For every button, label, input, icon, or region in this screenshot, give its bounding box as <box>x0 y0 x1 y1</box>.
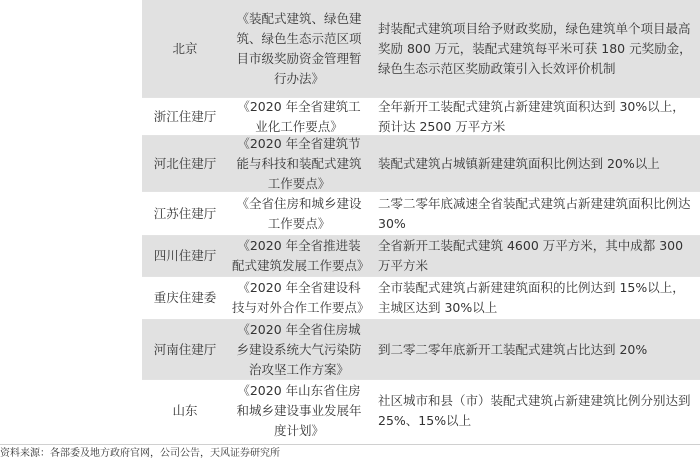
table-row <box>142 0 700 98</box>
content-cell: 全省新开工装配式建筑 4600 万平方米，其中成都 300 万平方米 <box>378 238 684 273</box>
content-cell: 封装配式建筑项目给予财政奖励，绿色建筑单个项目最高奖励 800 万元，装配式建筑每平米可获 180 元奖励金，绿色生态示范区奖励政策引入长效评价机制 <box>378 20 692 76</box>
content-cell: 到二零二零年底新开工装配式建筑占比达到 20% <box>378 341 648 357</box>
policy-cell: 《装配式建筑、绿色建筑、绿色生态示范区项目市级奖励资金管理暂行办法》 <box>236 10 362 86</box>
content-cell: 全年新开工装配式建筑占新建建筑面积达到 30%以上，预计达 2500 万平方米 <box>378 98 685 134</box>
content-cell: 全市装配式建筑占新建建筑面积的比例达到 15%以上，主城区达到 30%以上 <box>378 280 685 315</box>
region-cell: 四川住建厅 <box>153 248 217 263</box>
table-row <box>142 277 700 320</box>
region-cell: 重庆住建委 <box>153 290 217 305</box>
table-row <box>142 192 700 236</box>
policy-cell: 《2020 年全省推进装配式建筑发展工作要点》 <box>232 238 370 273</box>
policy-cell: 《全省住房和城乡建设工作要点》 <box>236 195 362 231</box>
region-cell: 河北住建厅 <box>153 155 217 171</box>
table-row <box>142 98 700 136</box>
policy-table <box>142 0 700 442</box>
region-cell: 江苏住建厅 <box>153 205 217 221</box>
region-cell: 浙江住建厅 <box>153 108 217 124</box>
policy-cell: 《2020 年全省建设科技与对外合作工作要点》 <box>232 280 370 315</box>
region-cell: 山东 <box>172 403 198 418</box>
table-row <box>142 236 700 277</box>
table-row <box>142 136 700 192</box>
source-note: 资料来源：各部委及地方政府官网，公司公告，天风证券研究所 <box>0 444 700 463</box>
region-cell: 北京 <box>172 40 198 56</box>
content-cell: 装配式建筑占城镇新建建筑面积比例达到 20%以上 <box>378 155 660 171</box>
table-row <box>142 320 700 380</box>
policy-cell: 《2020 年全省建筑工业化工作要点》 <box>237 98 361 134</box>
policy-cell: 《2020 年全省建筑节能与科技和装配式建筑工作要点》 <box>236 135 362 191</box>
region-cell: 河南住建厅 <box>153 341 217 357</box>
policy-cell: 《2020 年山东省住房和城乡建设事业发展年度计划》 <box>236 383 362 438</box>
policy-cell: 《2020 年全省住房城乡建设系统大气污染防治攻坚工作方案》 <box>236 321 362 377</box>
content-cell: 二零二零年底减速全省装配式建筑占新建建筑面积比例达 30% <box>378 195 691 231</box>
table-row <box>142 380 700 442</box>
content-cell: 社区城市和县（市）装配式建筑占新建建筑比例分别达到 25%、15%以上 <box>378 393 691 428</box>
